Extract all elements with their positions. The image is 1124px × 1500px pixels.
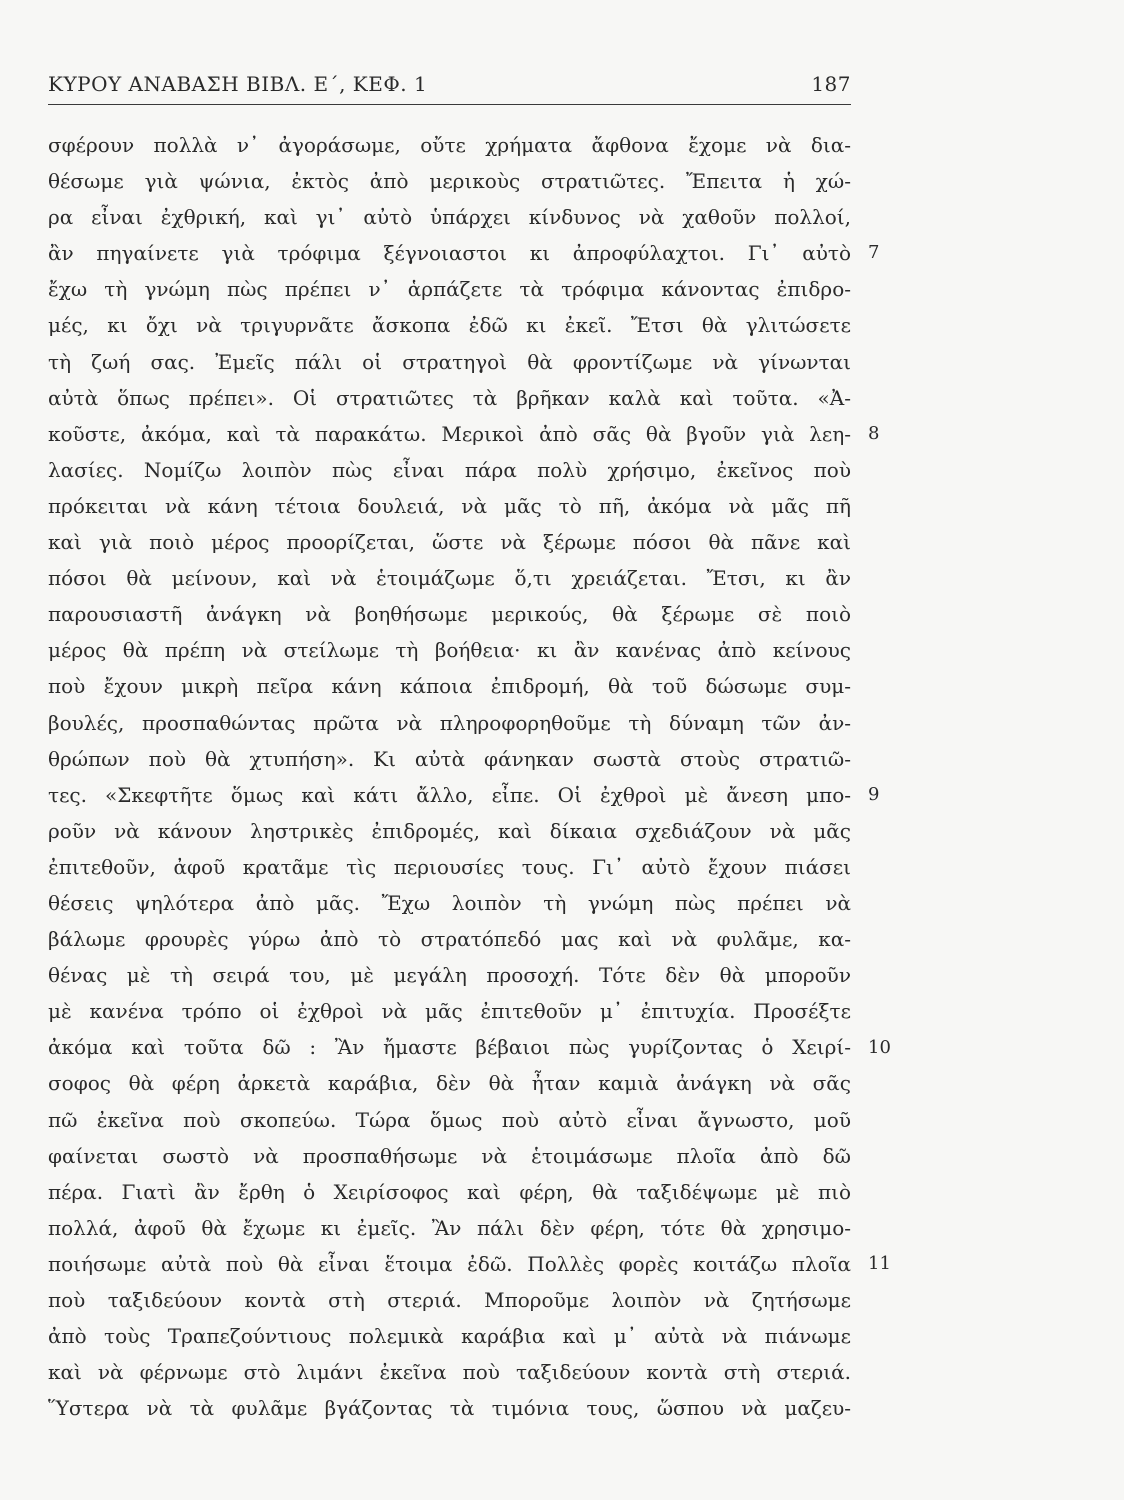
text-line: ἐπιτεθοῦν, ἀφοῦ κρατᾶμε τὶς περιουσίες τους. Γι᾽ αὐτὸ ἔχουν πιάσει xyxy=(48,854,851,879)
text-line: ποὺ ἔχουν μικρὴ πεῖρα κάνη κάποια ἐπιδρομή, θὰ τοῦ δώσωμε συμ- xyxy=(48,674,851,699)
text-line: πῶ ἐκεῖνα ποὺ σκοπεύω. Τώρα ὅμως ποὺ αὐτὸ εἶναι ἄγνωστο, μοῦ xyxy=(48,1107,851,1132)
text-line: τες. «Σκεφτῆτε ὅμως καὶ κάτι ἄλλο, εἶπε. Οἱ ἐχθροὶ μὲ ἄνεση μπο- xyxy=(48,782,851,807)
text-line: Ὕστερα νὰ τὰ φυλᾶμε βγάζοντας τὰ τιμόνια τους, ὥσπου νὰ μαζευ- xyxy=(48,1396,851,1421)
text-line: ἂν πηγαίνετε γιὰ τρόφιμα ξέγνοιαστοι κι ἀπροφύλαχτοι. Γι᾽ αὐτὸ xyxy=(48,241,851,266)
text-line: κοῦστε, ἀκόμα, καὶ τὰ παρακάτω. Μερικοὶ ἀπὸ σᾶς θὰ βγοῦν γιὰ λεη- xyxy=(48,421,851,446)
text-line: σοφος θὰ φέρη ἀρκετὰ καράβια, δὲν θὰ ἦταν καμιὰ ἀνάγκη νὰ σᾶς xyxy=(48,1071,851,1096)
text-line: πρόκειται νὰ κάνη τέτοια δουλειά, νὰ μᾶς τὸ πῆ, ἀκόμα νὰ μᾶς πῆ xyxy=(48,493,851,518)
header-rule xyxy=(48,104,851,105)
text-line: θρώπων ποὺ θὰ χτυπήση». Κι αὐτὰ φάνηκαν σωστὰ στοὺς στρατιῶ- xyxy=(48,746,851,771)
text-line: βουλές, προσπαθώντας πρῶτα νὰ πληροφορηθοῦμε τὴ δύναμη τῶν ἀν- xyxy=(48,710,851,735)
text-line: θένας μὲ τὴ σειρά του, μὲ μεγάλη προσοχή. Τότε δὲν θὰ μποροῦν xyxy=(48,963,851,988)
text-line: αὐτὰ ὅπως πρέπει». Οἱ στρατιῶτες τὰ βρῆκαν καλὰ καὶ τοῦτα. «Ἀ- xyxy=(48,385,851,410)
text-line: θέσεις ψηλότερα ἀπὸ μᾶς. Ἔχω λοιπὸν τὴ γνώμη πὼς πρέπει νὰ xyxy=(48,890,851,915)
section-number: 8 xyxy=(868,422,880,444)
section-number: 11 xyxy=(868,1253,891,1275)
text-line: πέρα. Γιατὶ ἂν ἔρθη ὁ Χειρίσοφος καὶ φέρη, θὰ ταξιδέψωμε μὲ πιὸ xyxy=(48,1179,851,1204)
section-number: 9 xyxy=(868,783,880,805)
section-number: 10 xyxy=(868,1036,891,1058)
text-line: ἔχω τὴ γνώμη πὼς πρέπει ν᾽ ἁρπάζετε τὰ τρόφιμα κάνοντας ἐπιδρο- xyxy=(48,277,851,302)
text-line: ροῦν νὰ κάνουν ληστρικὲς ἐπιδρομές, καὶ δίκαια σχεδιάζουν νὰ μᾶς xyxy=(48,818,851,843)
text-line: ποιήσωμε αὐτὰ ποὺ θὰ εἶναι ἕτοιμα ἐδῶ. Πολλὲς φορὲς κοιτάζω πλοῖα xyxy=(48,1251,851,1276)
running-header xyxy=(48,66,851,102)
running-title: ΚΥΡΟΥ ΑΝΑΒΑΣΗ ΒΙΒΛ. Ε΄, ΚΕΦ. 1 xyxy=(48,72,428,96)
text-line: βάλωμε φρουρὲς γύρω ἀπὸ τὸ στρατόπεδό μας καὶ νὰ φυλᾶμε, κα- xyxy=(48,927,851,952)
text-line: πόσοι θὰ μείνουν, καὶ νὰ ἑτοιμάζωμε ὅ,τι χρειάζεται. Ἔτσι, κι ἂν xyxy=(48,566,851,591)
text-line: ἀκόμα καὶ τοῦτα δῶ : Ἂν ἤμαστε βέβαιοι πὼς γυρίζοντας ὁ Χειρί- xyxy=(48,1035,851,1060)
text-line: παρουσιαστῆ ἀνάγκη νὰ βοηθήσωμε μερικούς, θὰ ξέρωμε σὲ ποιὸ xyxy=(48,602,851,627)
text-line: καὶ γιὰ ποιὸ μέρος προορίζεται, ὥστε νὰ ξέρωμε πόσοι θὰ πᾶνε καὶ xyxy=(48,530,851,555)
body-text xyxy=(48,127,851,1426)
text-line: ποὺ ταξιδεύουν κοντὰ στὴ στεριά. Μποροῦμε λοιπὸν νὰ ζητήσωμε xyxy=(48,1288,851,1312)
text-line: μέρος θὰ πρέπη νὰ στείλωμε τὴ βοήθεια· κι ἂν κανένας ἀπὸ κείνους xyxy=(48,638,851,663)
text-line: φαίνεται σωστὸ νὰ προσπαθήσωμε νὰ ἑτοιμάσωμε πλοῖα ἀπὸ δῶ xyxy=(48,1143,851,1168)
text-line: πολλά, ἀφοῦ θὰ ἔχωμε κι ἐμεῖς. Ἂν πάλι δὲν φέρη, τότε θὰ χρησιμο- xyxy=(48,1215,851,1240)
text-line: τὴ ζωή σας. Ἐμεῖς πάλι οἱ στρατηγοὶ θὰ φροντίζωμε νὰ γίνωνται xyxy=(48,349,851,374)
text-line: θέσωμε γιὰ ψώνια, ἐκτὸς ἀπὸ μερικοὺς στρατιῶτες. Ἔπειτα ἡ χώ- xyxy=(48,169,851,194)
section-number: 7 xyxy=(868,242,880,264)
text-line: καὶ νὰ φέρνωμε στὸ λιμάνι ἐκεῖνα ποὺ ταξιδεύουν κοντὰ στὴ στεριά. xyxy=(48,1360,851,1385)
text-line: μές, κι ὄχι νὰ τριγυρνᾶτε ἄσκοπα ἐδῶ κι ἐκεῖ. Ἔτσι θὰ γλιτώσετε xyxy=(48,313,851,338)
text-line: λασίες. Νομίζω λοιπὸν πὼς εἶναι πάρα πολὺ χρήσιμο, ἐκεῖνος ποὺ xyxy=(48,457,851,482)
text-line: ρα εἶναι ἐχθρική, καὶ γι᾽ αὐτὸ ὑπάρχει κίνδυνος νὰ χαθοῦν πολλοί, xyxy=(48,205,851,230)
text-line: μὲ κανένα τρόπο οἱ ἐχθροὶ νὰ μᾶς ἐπιτεθοῦν μ᾽ ἐπιτυχία. Προσέξτε xyxy=(48,999,851,1024)
text-line: ἀπὸ τοὺς Τραπεζούντιους πολεμικὰ καράβια καὶ μ᾽ αὐτὰ νὰ πιάνωμε xyxy=(48,1324,851,1349)
page-number: 187 xyxy=(811,72,851,96)
text-line: σφέρουν πολλὰ ν᾽ ἀγοράσωμε, οὔτε χρήματα ἄφθονα ἔχομε νὰ δια- xyxy=(48,133,851,157)
